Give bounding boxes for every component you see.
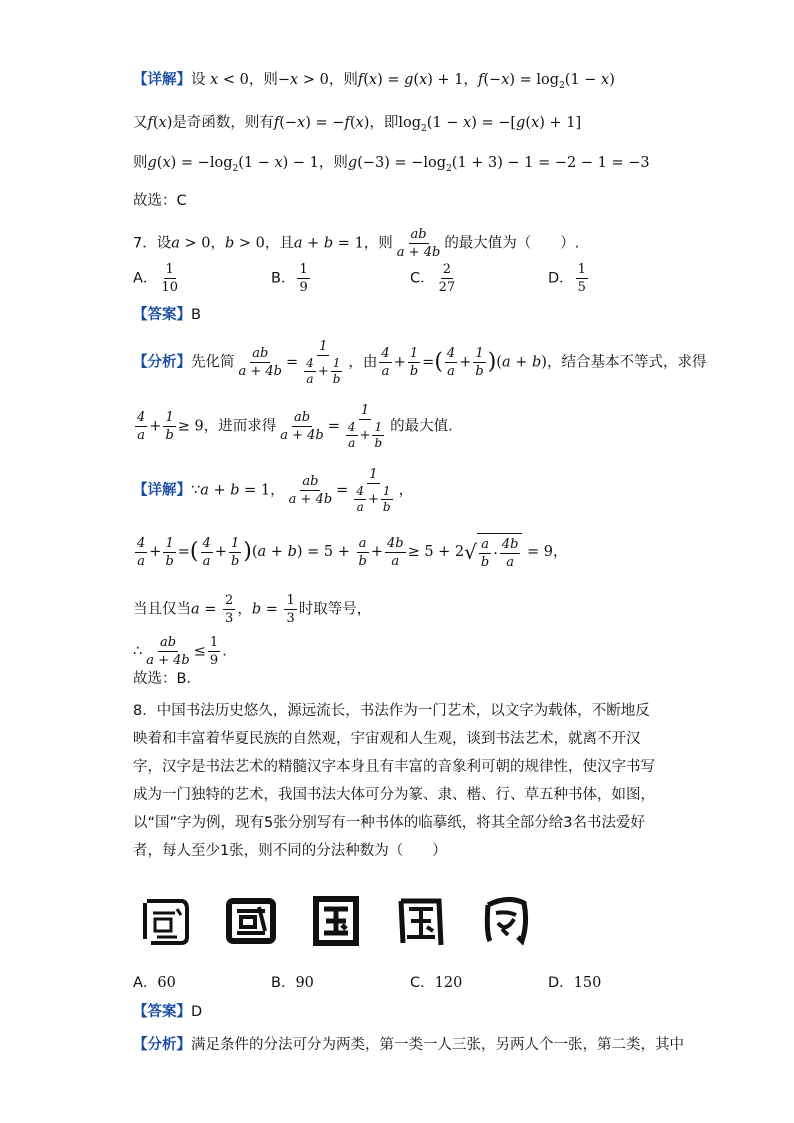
- seal-script-guo-image: [137, 893, 193, 949]
- q7-conclusion: ∴ $\frac{ab}{a + 4b}$ ≤ $\frac{1}{9}$ .: [133, 635, 227, 668]
- regular-script-guo-image: [308, 893, 364, 949]
- cursive-script-guo-image: [478, 893, 534, 949]
- q6-detail-line-3: 则$g(x) = -\log_2(1 - x) - 1$，则$g(-3) = -\log_2(1 + 3) - 1 = -2 - 1 = -3$: [133, 155, 650, 174]
- q8-option-b: B．90: [271, 975, 314, 991]
- q6-choice: 故选：C: [133, 193, 187, 209]
- q8-option-c: C．120: [410, 975, 463, 991]
- q8-option-a: A．60: [133, 975, 176, 991]
- q7-option-b: B． $\frac{1}{9}$: [271, 262, 308, 295]
- running-script-guo-image: [393, 893, 449, 949]
- q6-detail-line-2: 又f(x)是奇函数，则有f(−x) = −f(x)，即$\log_2(1 - x) = -[g(x) + 1]$: [133, 115, 582, 134]
- q7-equality-condition: 当且仅当a = $\frac{2}{3}$ ，b = $\frac{1}{3}$ 时取等号，: [133, 593, 372, 626]
- q7-choice: 故选：B．: [133, 671, 201, 687]
- q8-answer: 【答案】D: [133, 1004, 203, 1020]
- q7-option-d: D． $\frac{1}{5}$: [548, 262, 586, 295]
- q7-analysis-line-2: $\frac{4}{a}$ + $\frac{1}{b}$ ≥ 9，进而求得 $\frac{ab}{a + 4b}$ = 1 $\frac{4}{a}$ + $\frac{1}{b}$ 的最大值.: [137, 403, 453, 450]
- q8-option-d: D．150: [548, 975, 602, 991]
- detail-tag: 【详解】: [133, 72, 191, 88]
- q7-detail-line-2: $\frac{4}{a}$ + $\frac{1}{b}$ =( $\frac{4}{a}$ + $\frac{1}{b}$ )(a + b) = 5 + $\frac{a}{b}$ + $\frac{4b}{a}$ ≥ 5 + 2 √ $\frac{a}{b}$ · $\frac{4b}{a}$ = 9，: [133, 533, 568, 571]
- q7-option-c: C． $\frac{2}{27}$: [410, 262, 456, 295]
- q7-stem: 7．设a > 0，b > 0，且a + b = 1，则 $\frac{ab}{a + 4b}$ 的最大值为（ ）.: [133, 227, 580, 260]
- q6-detail-line-1: 【详解】设 x < 0，则−x > 0，则f(x) = g(x) + 1，$f(-x) = \log_2(1 - x)$: [133, 72, 615, 91]
- q7-answer: 【答案】B: [133, 307, 201, 323]
- q7-detail-line-1: 【详解】∵a + b = 1， $\frac{ab}{a + 4b}$ = 1 $\frac{4}{a}$ + $\frac{1}{b}$ ，: [133, 467, 414, 514]
- clerical-script-guo-image: [223, 893, 279, 949]
- q8-analysis: 【分析】满足条件的分法可分为两类，第一类一人三张，另两人个一张，第二类，其中: [133, 1037, 684, 1053]
- q7-analysis-line-1: 【分析】先化简 $\frac{ab}{a + 4b}$ = 1 $\frac{4}{a}$ + $\frac{1}{b}$ ，由 $\frac{4}{a}$ + $\frac{1}{b}$ =( $\frac{4}{a}$ + $\frac{1}{b}$ )(a + b)，结合基本不等式，求得: [133, 339, 707, 386]
- q8-stem: 8．中国书法历史悠久，源远流长，书法作为一门艺术，以文字为载体，不断地反映着和丰富着华夏民族的自然观，宇宙观和人生观，谈到书法艺术，就离不开汉字，汉字是书法艺术的精髓汉字本身且有丰富的音象利可朝的规律性，使汉字书写成为一门独特的艺术，我国书法大体可分为篆、隶、楷、行、草五种书体，如图，以“国”字为例，现有5张分别写有一种书体的临摹纸，将其全部分给3名书法爱好者，每人至少1张，则不同的分法种数为（ ）: [133, 703, 655, 859]
- q7-option-a: A． $\frac{1}{10}$: [133, 262, 178, 295]
